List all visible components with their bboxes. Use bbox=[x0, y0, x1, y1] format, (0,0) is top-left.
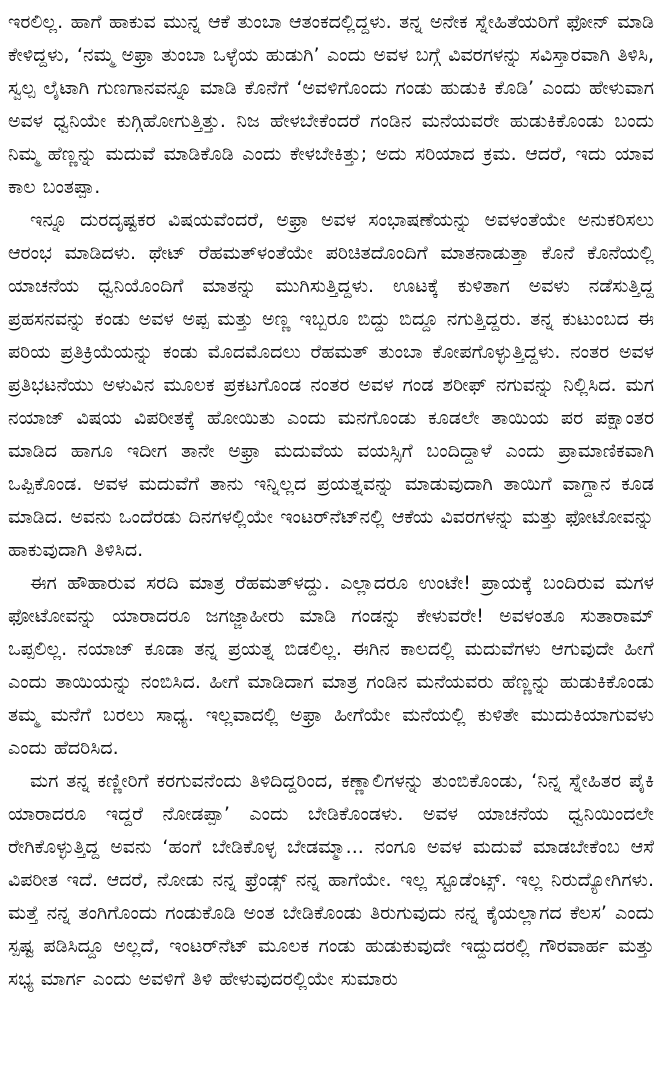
paragraph-4: ಮಗ ತನ್ನ ಕಣ್ಣೀರಿಗೆ ಕರಗುವನೆಂದು ತಿಳಿದಿದ್ದರಿಂದ, ಕಣ್ಣಾಲಿಗಳನ್ನು ತುಂಬಿಕೊಂಡು, ‘ನಿನ್ನ ಸ್ನೇಹಿತರ ಪೈಕಿ ಯಾರಾದರೂ ಇದ್ದರೆ ನೋಡಪ್ಪಾ’ ಎಂದು ಬೇಡಿಕೊಂಡಳು. ಅವಳ ಯಾಚನೆಯ ಧ್ವನಿಯಿಂದಲೇ ರೇಗಿಕೊಳ್ಳುತ್ತಿದ್ದ ಅವನು ‘ಹಂಗೆ ಬೇಡಿಕೊಳ್ಳ ಬೇಡಮ್ಮಾ... ನಂಗೂ ಅವಳ ಮದುವೆ ಮಾಡಬೇಕೆಂಬ ಆಸೆ ವಿಪರೀತ ಇದೆ. ಆದರೆ, ನೋಡು ನನ್ನ ಫ್ರೆಂಡ್ಸ್ ನನ್ನ ಹಾಗೆಯೇ. ಇಲ್ಲ ಸ್ಟೂಡೆಂಟ್ಸ್. ಇಲ್ಲ ನಿರುದ್ಯೋಗಿಗಳು. ಮತ್ತೆ ನನ್ನ ತಂಗಿಗೊಂದು ಗಂಡುಕೊಡಿ ಅಂತ ಬೇಡಿಕೊಂಡು ತಿರುಗುವುದು ನನ್ನ ಕೈಯಲ್ಲಾಗದ ಕೆಲಸ’ ಎಂದು ಸ್ಪಷ್ಟ ಪಡಿಸಿದ್ದೂ ಅಲ್ಲದೆ, ಇಂಟರ್‌ನೆಟ್ ಮೂಲಕ ಗಂಡು ಹುಡುಕುವುದೇ ಇದ್ದುದರಲ್ಲಿ ಗೌರವಾರ್ಹ ಮತ್ತು ಸಭ್ಯ ಮಾರ್ಗ ಎಂದು ಅವಳಿಗೆ ತಿಳಿ ಹೇಳುವುದರಲ್ಲಿಯೇ ಸುಮಾರು bbox=[8, 770, 654, 990]
paragraph-3: ಈಗ ಹೌಹಾರುವ ಸರದಿ ಮಾತ್ರ ರೆಹಮತ್‌ಳದ್ದು. ಎಲ್ಲಾದರೂ ಉಂಟೇ! ಪ್ರಾಯಕ್ಕೆ ಬಂದಿರುವ ಮಗಳ ಫೋಟೋವನ್ನು ಯಾರಾದರೂ ಜಗಜ್ಜಾಹೀರು ಮಾಡಿ ಗಂಡನ್ನು ಕೇಳುವರೇ! ಅವಳಂತೂ ಸುತಾರಾಮ್ ಒಪ್ಪಲಿಲ್ಲ. ನಯಾಜ್ ಕೂಡಾ ತನ್ನ ಪ್ರಯತ್ನ ಬಿಡಲಿಲ್ಲ. ಈಗಿನ ಕಾಲದಲ್ಲಿ ಮದುವೆಗಳು ಆಗುವುದೇ ಹೀಗೆ ಎಂದು ತಾಯಿಯನ್ನು ನಂಬಿಸಿದ. ಹೀಗೆ ಮಾಡಿದಾಗ ಮಾತ್ರ ಗಂಡಿನ ಮನೆಯವರು ಹೆಣ್ಣನ್ನು ಹುಡುಕಿಕೊಂಡು ತಮ್ಮ ಮನೆಗೆ ಬರಲು ಸಾಧ್ಯ. ಇಲ್ಲವಾದಲ್ಲಿ ಅಫ್ರಾ ಹೀಗೆಯೇ ಮನೆಯಲ್ಲಿ ಕುಳಿತೇ ಮುದುಕಿಯಾಗುವಳು ಎಂದು ಹೆದರಿಸಿದ. bbox=[8, 572, 654, 759]
paragraph-2: ಇನ್ನೂ ದುರದೃಷ್ಟಕರ ವಿಷಯವೆಂದರೆ, ಅಫ್ರಾ ಅವಳ ಸಂಭಾಷಣೆಯನ್ನು ಅವಳಂತೆಯೇ ಅನುಕರಿಸಲು ಆರಂಭ ಮಾಡಿದಳು. ಥೇಟ್ ರೆಹಮತ್‌ಳಂತೆಯೇ ಪರಿಚಿತದೊಂದಿಗೆ ಮಾತನಾಡುತ್ತಾ ಕೊನೆ ಕೊನೆಯಲ್ಲಿ ಯಾಚನೆಯ ಧ್ವನಿಯೊಂದಿಗೆ ಮಾತನ್ನು ಮುಗಿಸುತ್ತಿದ್ದಳು. ಊಟಕ್ಕೆ ಕುಳಿತಾಗ ಅವಳು ನಡೆಸುತ್ತಿದ್ದ ಪ್ರಹಸನವನ್ನು ಕಂಡು ಅವಳ ಅಪ್ಪ ಮತ್ತು ಅಣ್ಣ ಇಬ್ಬರೂ ಬಿದ್ದು ಬಿದ್ದೂ ನಗುತ್ತಿದ್ದರು. ತನ್ನ ಕುಟುಂಬದ ಈ ಪರಿಯ ಪ್ರತಿಕ್ರಿಯೆಯನ್ನು ಕಂಡು ಮೊದಮೊದಲು ರೆಹಮತ್ ತುಂಬಾ ಕೋಪಗೊಳ್ಳುತ್ತಿದ್ದಳು. ನಂತರ ಅವಳ ಪ್ರತಿಭಟನೆಯು ಅಳುವಿನ ಮೂಲಕ ಪ್ರಕಟಗೊಂಡ ನಂತರ ಅವಳ ಗಂಡ ಶರೀಫ್ ನಗುವನ್ನು ನಿಲ್ಲಿಸಿದ. ಮಗ ನಯಾಜ್ ವಿಷಯ ವಿಪರೀತಕ್ಕೆ ಹೋಯಿತು ಎಂದು ಮನಗೊಂಡು ಕೂಡಲೇ ತಾಯಿಯ ಪರ ಪಕ್ಷಾಂತರ ಮಾಡಿದ ಹಾಗೂ ಇದೀಗ ತಾನೇ ಅಫ್ರಾ ಮದುವೆಯ ವಯಸ್ಸಿಗೆ ಬಂದಿದ್ದಾಳೆ ಎಂದು ಪ್ರಾಮಾಣಿಕವಾಗಿ ಒಪ್ಪಿಕೊಂಡ. ಅವಳ ಮದುವೆಗೆ ತಾನು ಇನ್ನಿಲ್ಲದ ಪ್ರಯತ್ನವನ್ನು ಮಾಡುವುದಾಗಿ ತಾಯಿಗೆ ವಾಗ್ದಾನ ಕೂಡ ಮಾಡಿದ. ಅವನು ಒಂದೆರಡು ದಿನಗಳಲ್ಲಿಯೇ ಇಂಟರ್‌ನೆಟ್‌ನಲ್ಲಿ ಆಕೆಯ ವಿವರಗಳನ್ನು ಮತ್ತು ಫೋಟೋವನ್ನು ಹಾಕುವುದಾಗಿ ತಿಳಿಸಿದ. bbox=[8, 209, 654, 561]
paragraph-1: ಇರಲಿಲ್ಲ. ಹಾಗೆ ಹಾಕುವ ಮುನ್ನ ಆಕೆ ತುಂಬಾ ಆತಂಕದಲ್ಲಿದ್ದಳು. ತನ್ನ ಅನೇಕ ಸ್ನೇಹಿತೆಯರಿಗೆ ಫೋನ್ ಮಾಡಿ ಕೇಳಿದ್ದಳು, ‘ನಮ್ಮ ಅಫ್ರಾ ತುಂಬಾ ಒಳ್ಳೆಯ ಹುಡುಗಿ’ ಎಂದು ಅವಳ ಬಗ್ಗೆ ವಿವರಗಳನ್ನು ಸವಿಸ್ತಾರವಾಗಿ ತಿಳಿಸಿ, ಸ್ವಲ್ಪ ಲೈಟಾಗಿ ಗುಣಗಾನವನ್ನೂ ಮಾಡಿ ಕೊನೆಗೆ ‘ಅವಳಿಗೊಂದು ಗಂಡು ಹುಡುಕಿ ಕೊಡಿ’ ಎಂದು ಹೇಳುವಾಗ ಅವಳ ಧ್ವನಿಯೇ ಕುಗ್ಗಿಹೋಗುತ್ತಿತ್ತು. ನಿಜ ಹೇಳಬೇಕೆಂದರೆ ಗಂಡಿನ ಮನೆಯವರೇ ಹುಡುಕಿಕೊಂಡು ಬಂದು ನಿಮ್ಮ ಹೆಣ್ಣನ್ನು ಮದುವೆ ಮಾಡಿಕೊಡಿ ಎಂದು ಕೇಳಬೇಕಿತ್ತು; ಅದು ಸರಿಯಾದ ಕ್ರಮ. ಆದರೆ, ಇದು ಯಾವ ಕಾಲ ಬಂತಪ್ಪಾ. bbox=[8, 11, 654, 198]
document-page bbox=[8, 6, 654, 1066]
